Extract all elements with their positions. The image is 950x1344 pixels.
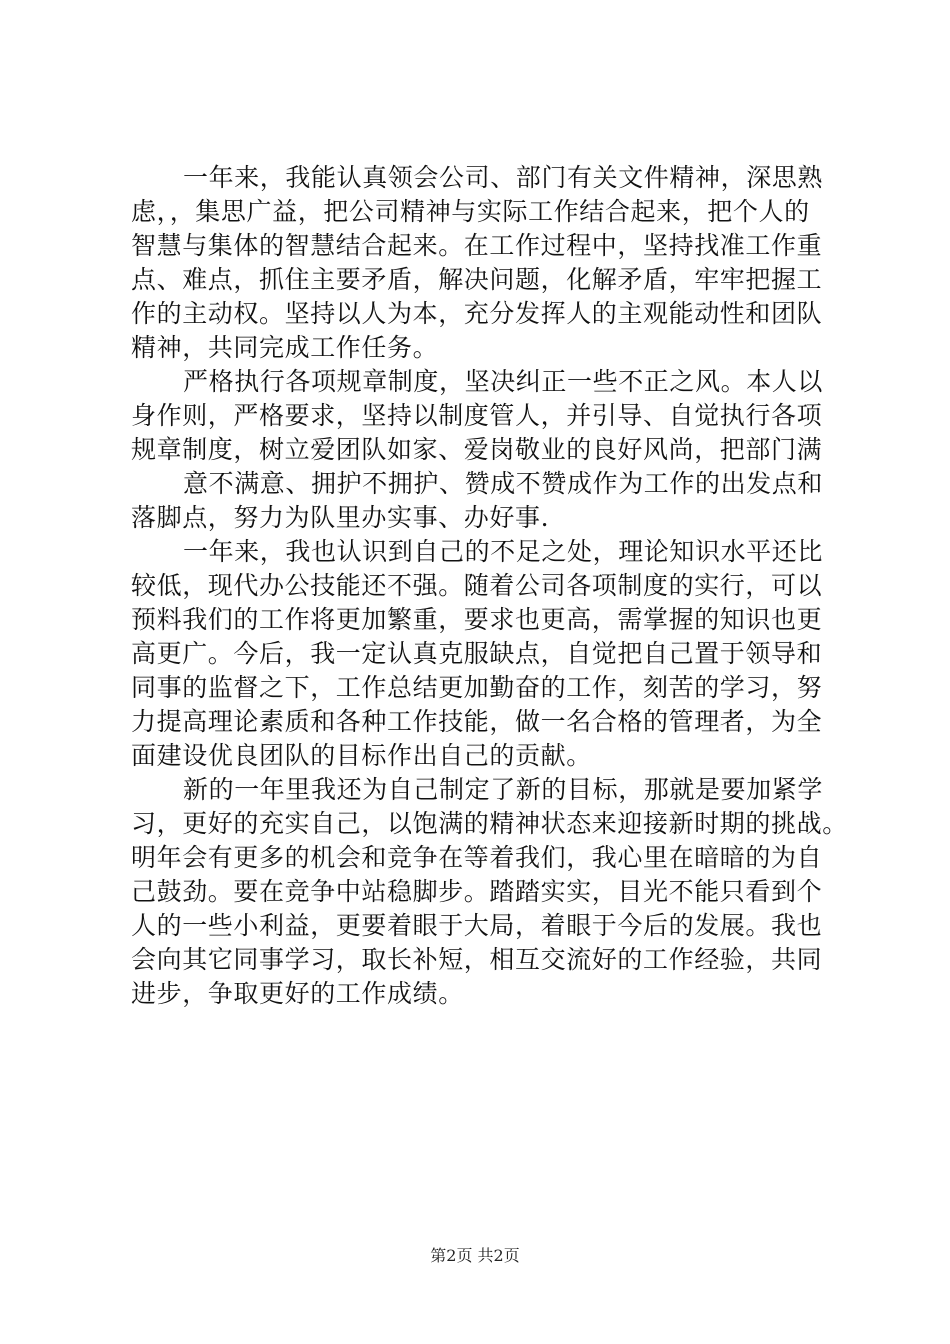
text-line: 面建设优良团队的目标作出自己的贡献。	[131, 741, 592, 770]
text-line: 身作则，严格要求，坚持以制度管人，并引导、自觉执行各项	[131, 401, 823, 430]
text-line: 作的主动权。坚持以人为本，充分发挥人的主观能动性和团队	[131, 299, 823, 328]
text-line: 落脚点，努力为队里办实事、办好事.	[131, 503, 550, 532]
text-line: 同事的监督之下，工作总结更加勤奋的工作，刻苦的学习，努	[131, 673, 823, 702]
text-line: 一年来，我也认识到自己的不足之处，理论知识水平还比	[183, 537, 824, 566]
text-line: 一年来，我能认真领会公司、部门有关文件精神，深思熟	[183, 163, 824, 192]
text-line: 较低，现代办公技能还不强。随着公司各项制度的实行，可以	[131, 571, 823, 600]
text-line: 习，更好的充实自己，以饱满的精神状态来迎接新时期的挑战。	[131, 809, 848, 838]
text-line: 精神，共同完成工作任务。	[131, 333, 439, 362]
text-line: 人的一些小利益，更要着眼于大局，着眼于今后的发展。我也	[131, 911, 823, 940]
text-line: 点、难点，抓住主要矛盾，解决问题，化解矛盾，牢牢把握工	[131, 265, 823, 294]
text-line: 力提高理论素质和各种工作技能，做一名合格的管理者，为全	[131, 707, 823, 736]
text-line: 预料我们的工作将更加繁重，要求也更高，需掌握的知识也更	[131, 605, 823, 634]
text-line: 会向其它同事学习，取长补短，相互交流好的工作经验，共同	[131, 945, 823, 974]
text-line: 智慧与集体的智慧结合起来。在工作过程中，坚持找准工作重	[131, 231, 823, 260]
document-body	[131, 161, 848, 1011]
text-line: 严格执行各项规章制度，坚决纠正一些不正之风。本人以	[183, 367, 824, 396]
text-line: 进步，争取更好的工作成绩。	[131, 979, 464, 1008]
text-line: 规章制度，树立爱团队如家、爱岗敬业的良好风尚，把部门满	[131, 435, 823, 464]
text-line: 虑，，集思广益，把公司精神与实际工作结合起来，把个人的	[131, 197, 810, 226]
text-line: 己鼓劲。要在竞争中站稳脚步。踏踏实实，目光不能只看到个	[131, 877, 823, 906]
text-line: 意不满意、拥护不拥护、赞成不赞成作为工作的出发点和	[183, 469, 824, 498]
text-line: 明年会有更多的机会和竞争在等着我们，我心里在暗暗的为自	[131, 843, 823, 872]
text-line: 高更广。今后，我一定认真克服缺点，自觉把自己置于领导和	[131, 639, 823, 668]
text-line: 新的一年里我还为自己制定了新的目标，那就是要加紧学	[183, 775, 824, 804]
page-number: 第2页 共2页	[430, 1246, 520, 1265]
